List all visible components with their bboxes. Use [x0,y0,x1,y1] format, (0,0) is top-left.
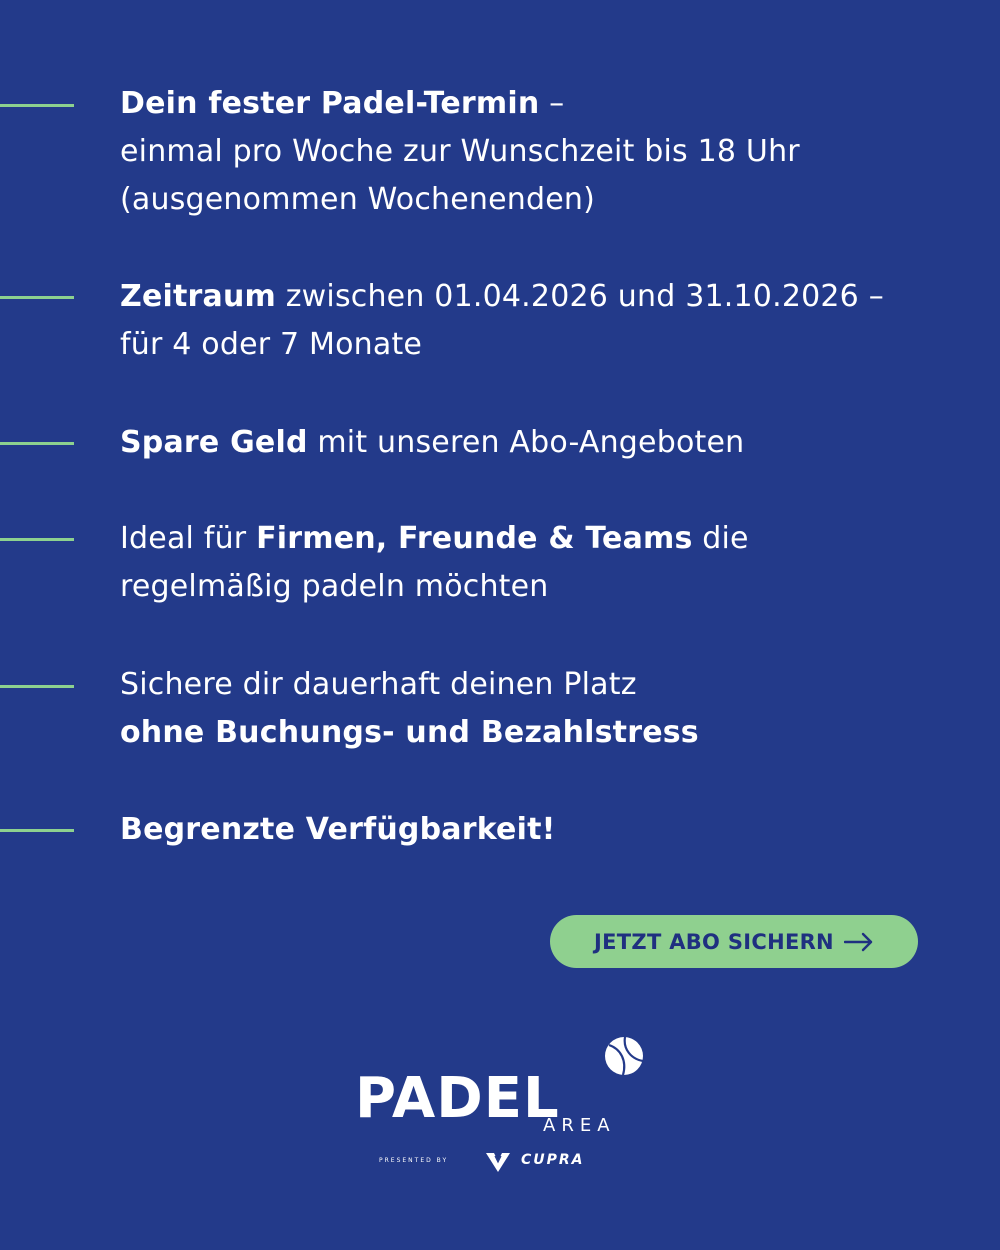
benefit-item-ideal [120,515,960,611]
benefit-bold-lead: Dein fester Padel-Termin [120,86,540,121]
benefit-text: für 4 oder 7 Monate [120,327,423,362]
bullet-dash-2 [0,296,74,299]
cupra-logo-icon [485,1151,511,1173]
benefit-text: – [539,86,565,121]
benefit-text: Ideal für [120,521,257,556]
benefit-text: regelmäßig padeln möchten [120,569,549,604]
sponsor-wordmark: CUPRA [521,1152,585,1168]
cta-button[interactable] [550,915,918,968]
benefit-text: zwischen 01.04.2026 und 31.10.2026 – [275,279,884,314]
logo-wordmark: PADEL [355,1066,560,1131]
benefit-bold-lead: Spare Geld [120,425,308,460]
benefit-text: mit unseren Abo-Angeboten [307,425,745,460]
benefit-item-platz [120,661,960,757]
benefit-bold-lead: Begrenzte Verfügbarkeit! [120,812,556,847]
arrow-right-icon [844,932,874,952]
benefit-item-sparen [120,419,960,467]
padel-ball-icon [603,1035,645,1077]
bullet-dash-4 [0,538,74,541]
bullet-dash-1 [0,104,74,107]
presented-by-label: PRESENTED BY [379,1157,449,1164]
benefit-item-verfuegbarkeit [120,806,960,854]
benefit-bold-lead: Zeitraum [120,279,276,314]
cta-label: JETZT ABO SICHERN [594,929,834,954]
benefit-text: Sichere dir dauerhaft deinen Platz [120,667,637,702]
benefit-text: einmal pro Woche zur Wunschzeit bis 18 Uhr [120,134,800,169]
benefit-item-zeitraum [120,273,960,369]
benefit-bold: Firmen, Freunde & Teams [256,521,693,556]
bullet-dash-5 [0,685,74,688]
benefit-item-termin [120,80,960,224]
logo-subtitle: AREA [543,1115,616,1136]
benefit-text: (ausgenommen Wochenenden) [120,182,595,217]
bullet-dash-3 [0,442,74,445]
benefit-text: die [692,521,749,556]
padel-area-logo [355,1035,645,1175]
benefit-bold: ohne Buchungs- und Bezahlstress [120,715,699,750]
bullet-dash-6 [0,829,74,832]
